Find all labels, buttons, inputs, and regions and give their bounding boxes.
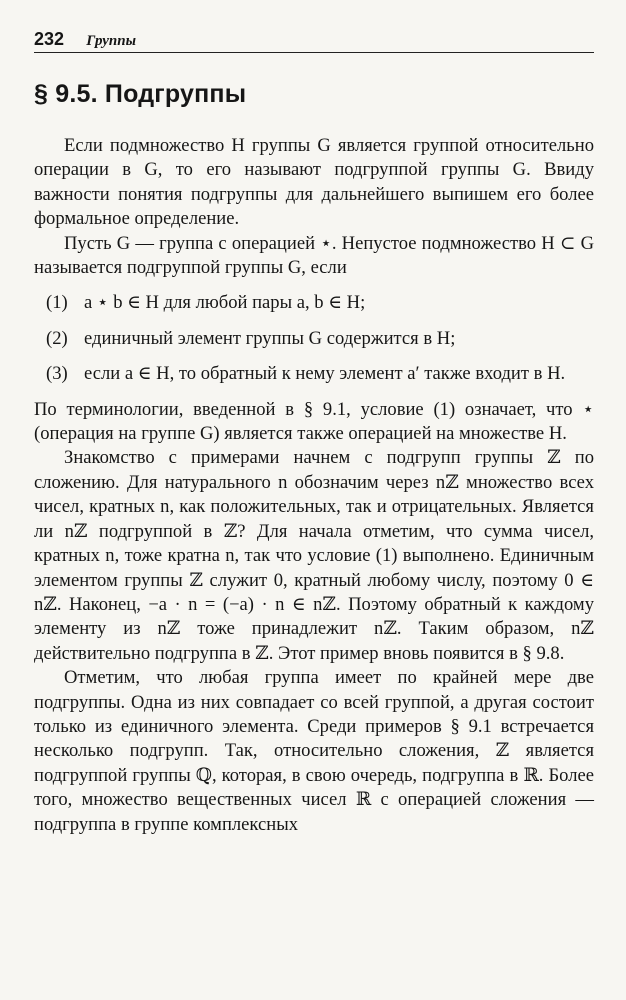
condition-number: (3) xyxy=(46,363,68,385)
body-text xyxy=(34,134,594,837)
list-item xyxy=(34,291,594,315)
paragraph: Пусть G — группа с операцией ⋆. Непустое подмножество H ⊂ G называется подгруппой группы G, если xyxy=(34,232,594,279)
paragraph: Отметим, что любая группа имеет по крайней мере две подгруппы. Одна из них совпадает со всей группой, а другая состоит только из единичного элемента. Среди примеров § 9.1 встречается несколько подгрупп. Так, относительно сложения, ℤ является подгруппой группы ℚ, которая, в свою очередь, подгруппа в ℝ. Более того, множество вещественных чисел ℝ с операцией сложения — подгруппа в группе комплексных xyxy=(34,667,594,835)
condition-list xyxy=(34,291,594,386)
condition-text: единичный элемент группы G содержится в H; xyxy=(84,327,456,349)
page-number: 232 xyxy=(34,29,65,49)
list-item xyxy=(34,362,594,386)
condition-number: (1) xyxy=(46,292,68,314)
running-head xyxy=(34,28,594,52)
list-item xyxy=(34,327,594,351)
condition-text: a ⋆ b ∈ H для любой пары a, b ∈ H; xyxy=(84,292,366,314)
header-rule xyxy=(34,52,594,53)
condition-number: (2) xyxy=(46,327,68,349)
paragraph: Знакомство с примерами начнем с подгрупп группы ℤ по сложению. Для натурального n обозначим через nℤ множество всех чисел, кратных n, как положительных, так и отрицательных. Является ли nℤ подгруппой в ℤ? Для начала отметим, что сумма чисел, кратных n, тоже кратна n, так что условие (1) выполнено. Единичным элементом группы ℤ служит 0, кратный любому числу, поэтому 0 ∈ nℤ. Наконец, −a · n = (−a) · n ∈ nℤ. Поэтому обратный к каждому элементу из nℤ тоже принадлежит nℤ. Таким образом, nℤ действительно подгруппа в ℤ. Этот пример вновь появится в § 9.8. xyxy=(34,447,594,664)
running-title: Группы xyxy=(86,33,136,49)
paragraph: По терминологии, введенной в § 9.1, условие (1) означает, что ⋆ (операция на группе G) является также операцией на множестве H. xyxy=(34,398,594,445)
paragraph: Если подмножество H группы G является группой относительно операции в G, то его называют подгруппой группы G. Ввиду важности понятия подгруппы для дальнейшего выпишем его более формальное определение. xyxy=(34,135,594,230)
condition-text: если a ∈ H, то обратный к нему элемент a′ также входит в H. xyxy=(84,363,566,385)
section-title: § 9.5. Подгруппы xyxy=(34,80,247,108)
